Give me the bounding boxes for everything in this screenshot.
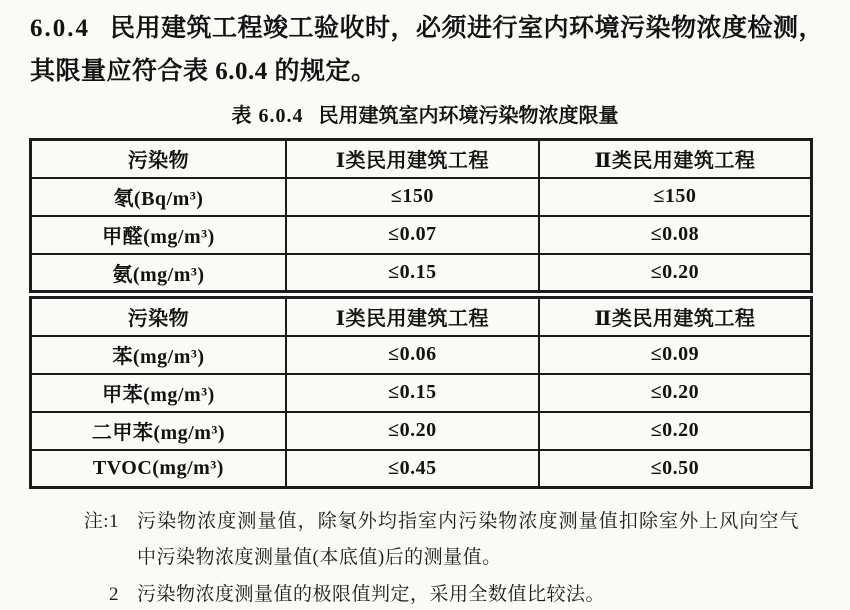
header-class2-buildings: Ⅱ类民用建筑工程 [539, 140, 812, 178]
table-row-benzene [31, 336, 812, 374]
table-row-formaldehyde [31, 216, 812, 254]
header-pollutant: 污染物 [31, 298, 286, 336]
pollutant-name-cell: 苯(mg/m³) [31, 336, 286, 374]
table-row-ammonia [31, 254, 812, 292]
pollutant-limit-table [29, 138, 813, 489]
class2-limit-cell: ≤0.20 [539, 254, 812, 292]
table-row-tvoc [31, 450, 812, 488]
note-1-number: 1 [109, 511, 119, 532]
header-class1-buildings: Ⅰ类民用建筑工程 [286, 140, 539, 178]
table-notes [67, 504, 820, 610]
class1-limit-cell: ≤150 [286, 178, 539, 216]
class1-limit-cell: ≤0.45 [286, 450, 539, 488]
note-2-text: 污染物浓度测量值的极限值判定，采用全数值比较法。 [137, 584, 606, 605]
note-item-1 [67, 504, 820, 576]
clause-number: 6.0.4 [30, 15, 90, 42]
table-header-row [31, 140, 812, 178]
class1-limit-cell: ≤0.07 [286, 216, 539, 254]
table-section-2 [29, 296, 813, 489]
table-row-xylene [31, 412, 812, 450]
pollutant-name-cell: 甲苯(mg/m³) [31, 374, 286, 412]
class2-limit-cell: ≤0.50 [539, 450, 812, 488]
header-class2-buildings: Ⅱ类民用建筑工程 [539, 298, 812, 336]
clause-text: 民用建筑工程竣工验收时，必须进行室内环境污染物浓度检测，其限量应符合表 6.0.4 的规定。 [30, 15, 825, 85]
class2-limit-cell: ≤150 [539, 178, 812, 216]
table-caption-title: 民用建筑室内环境污染物浓度限量 [318, 105, 619, 127]
pollutant-name-cell: 甲醛(mg/m³) [31, 216, 286, 254]
clause-paragraph [30, 7, 824, 93]
note-item-2 [67, 577, 820, 610]
header-pollutant: 污染物 [31, 140, 286, 178]
note-1-label [67, 504, 119, 540]
table-header-row [31, 298, 812, 336]
pollutant-name-cell: 二甲苯(mg/m³) [31, 412, 286, 450]
table-caption-number: 表 6.0.4 [231, 105, 304, 127]
table-row-toluene [31, 374, 812, 412]
class1-limit-cell: ≤0.15 [286, 254, 539, 292]
note-2-number: 2 [109, 584, 119, 605]
note-1-text: 污染物浓度测量值，除氡外均指室内污染物浓度测量值扣除室外上风向空气中污染物浓度测量值(本底值)后的测量值。 [137, 511, 799, 568]
class2-limit-cell: ≤0.20 [539, 412, 812, 450]
class1-limit-cell: ≤0.15 [286, 374, 539, 412]
class1-limit-cell: ≤0.06 [286, 336, 539, 374]
pollutant-name-cell: TVOC(mg/m³) [31, 450, 286, 488]
header-class1-buildings: Ⅰ类民用建筑工程 [286, 298, 539, 336]
pollutant-name-cell: 氡(Bq/m³) [31, 178, 286, 216]
class2-limit-cell: ≤0.09 [539, 336, 812, 374]
table-row-radon [31, 178, 812, 216]
note-marker: 注: [83, 511, 109, 532]
class2-limit-cell: ≤0.08 [539, 216, 812, 254]
table-caption [0, 99, 850, 128]
table-section-1 [29, 138, 813, 293]
pollutant-name-cell: 氨(mg/m³) [31, 254, 286, 292]
class1-limit-cell: ≤0.20 [286, 412, 539, 450]
class2-limit-cell: ≤0.20 [539, 374, 812, 412]
